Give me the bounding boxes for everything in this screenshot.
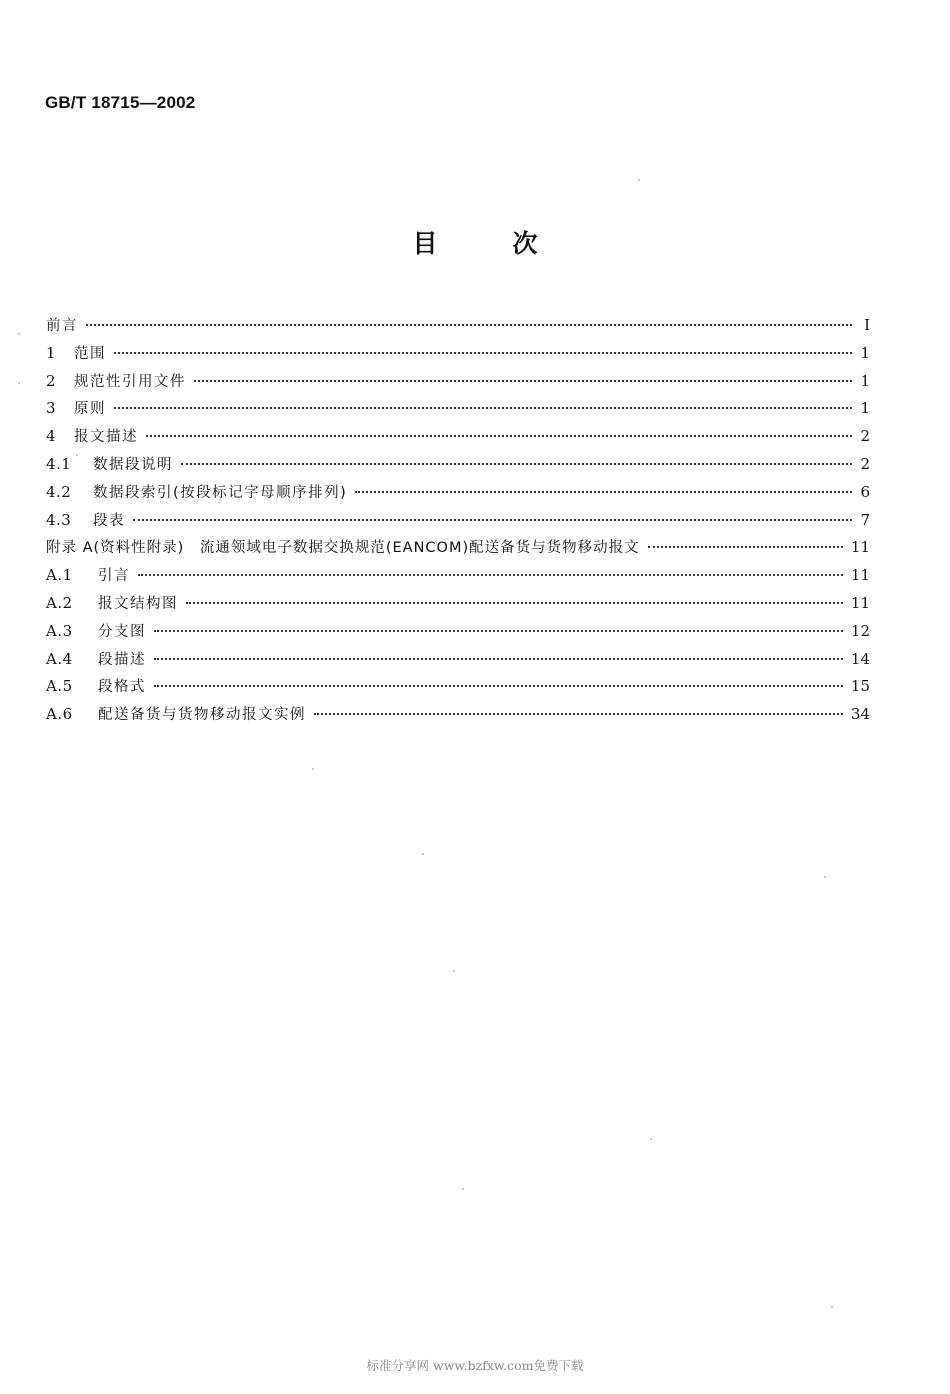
toc-entry-principles[interactable] — [46, 397, 870, 425]
toc-entry-a1-introduction[interactable] — [46, 564, 870, 592]
toc-section-number: A.1 — [46, 566, 73, 585]
scan-speck — [638, 179, 640, 181]
toc-section-number: 2 — [46, 371, 57, 390]
toc-section-number: 3 — [46, 399, 57, 418]
toc-label: 数据段说明 — [93, 456, 173, 473]
toc-entry-segment-table[interactable] — [46, 509, 870, 537]
dot-leader — [133, 519, 852, 521]
dot-leader — [194, 380, 852, 382]
scan-speck — [650, 1138, 652, 1140]
toc-page-number: 2 — [860, 427, 870, 446]
scan-speck — [462, 1188, 464, 1190]
toc-label: 分支图 — [98, 623, 146, 640]
toc-entry-a6-message-example[interactable] — [46, 703, 870, 731]
toc-page-number: 6 — [860, 482, 870, 501]
scan-speck — [76, 454, 78, 456]
dot-leader — [154, 685, 843, 687]
toc-section-number: A.2 — [46, 593, 73, 612]
dot-leader — [314, 713, 843, 715]
toc-page-number: 1 — [860, 343, 870, 362]
toc-entry-a3-branching-diagram[interactable] — [46, 620, 870, 648]
toc-page-number: 1 — [860, 371, 870, 390]
toc-section-number: A.6 — [46, 705, 73, 724]
toc-section-number: 4.3 — [46, 510, 72, 529]
toc-page-number: 11 — [850, 593, 870, 612]
toc-section-number: 4.2 — [46, 482, 72, 501]
toc-page-number: 1 — [860, 399, 870, 418]
standard-code: GB/T 18715—2002 — [45, 93, 196, 112]
toc-label: 数据段索引(按段标记字母顺序排列) — [93, 484, 348, 501]
toc-entry-appendix-a[interactable] — [46, 536, 870, 564]
toc-label: 附录 A(资料性附录) 流通领域电子数据交换规范(EANCOM)配送备货与货物移动报文 — [46, 540, 640, 557]
toc-entry-segment-clarification[interactable] — [46, 453, 870, 481]
toc-section-number: 1 — [46, 343, 57, 362]
toc-section-number: A.3 — [46, 621, 73, 640]
toc-page-number: 34 — [850, 705, 870, 724]
toc-entry-foreword[interactable] — [46, 314, 870, 342]
toc-label: 范围 — [74, 345, 106, 362]
toc-label: 报文结构图 — [98, 595, 178, 612]
dot-leader — [648, 546, 843, 548]
toc-entry-a4-segment-description[interactable] — [46, 648, 870, 676]
toc-label: 规范性引用文件 — [74, 373, 186, 390]
toc-label: 前言 — [46, 318, 78, 334]
title-char-1: 目 — [412, 229, 438, 258]
scan-speck — [312, 768, 314, 770]
scan-speck — [824, 876, 826, 878]
toc-label: 配送备货与货物移动报文实例 — [98, 707, 306, 724]
footer-watermark: 标准分享网 www.bzfxw.com免费下载 — [366, 1358, 584, 1373]
dot-leader — [138, 574, 843, 576]
toc-section-number: 4 — [46, 427, 57, 446]
dot-leader — [86, 324, 852, 326]
toc-section-number: A.5 — [46, 677, 73, 696]
toc-entry-scope[interactable] — [46, 342, 870, 370]
toc-page-number: 12 — [850, 621, 870, 640]
scan-speck — [831, 1306, 833, 1308]
toc-page-number: 2 — [860, 454, 870, 473]
toc-page-number: 14 — [850, 649, 870, 668]
toc-section-number: 4.1 — [46, 454, 72, 473]
dot-leader — [154, 658, 843, 660]
dot-leader — [355, 491, 852, 493]
title-char-2: 次 — [512, 229, 538, 258]
table-of-contents — [46, 314, 870, 731]
dot-leader — [186, 602, 843, 604]
toc-entry-segment-index[interactable] — [46, 481, 870, 509]
toc-page-number: 11 — [850, 566, 870, 585]
toc-entry-a5-segment-format[interactable] — [46, 675, 870, 703]
dot-leader — [114, 352, 852, 354]
toc-label: 原则 — [74, 401, 106, 418]
toc-label: 报文描述 — [74, 429, 138, 446]
dot-leader — [154, 630, 843, 632]
toc-page-number: 15 — [850, 677, 870, 696]
scan-speck — [18, 382, 20, 384]
scan-speck — [422, 853, 424, 855]
page-title — [0, 224, 950, 260]
toc-label: 段描述 — [98, 651, 146, 668]
toc-entry-a2-structure-chart[interactable] — [46, 592, 870, 620]
toc-page-number: 7 — [860, 510, 870, 529]
dot-leader — [146, 435, 852, 437]
scan-speck — [453, 970, 455, 972]
toc-label: 段表 — [93, 512, 125, 529]
toc-section-number: A.4 — [46, 649, 73, 668]
toc-page-number: 11 — [850, 538, 870, 557]
dot-leader — [114, 407, 852, 409]
toc-entry-message-description[interactable] — [46, 425, 870, 453]
scan-speck — [18, 333, 20, 335]
toc-label: 引言 — [98, 568, 130, 585]
dot-leader — [181, 463, 852, 465]
toc-label: 段格式 — [98, 679, 146, 696]
toc-entry-normative-references[interactable] — [46, 370, 870, 398]
toc-page-number: Ⅰ — [864, 316, 870, 334]
